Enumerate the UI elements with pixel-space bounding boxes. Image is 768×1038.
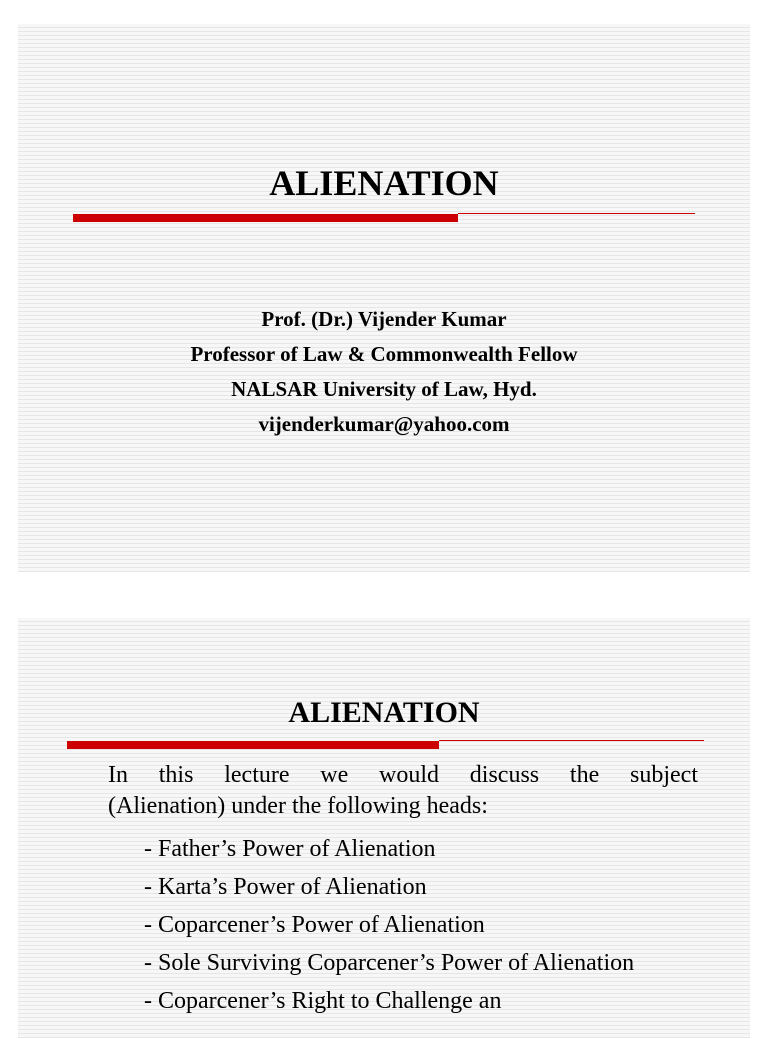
author-institution: NALSAR University of Law, Hyd. [231,377,537,401]
heads-list [144,830,634,1020]
list-item: - Sole Surviving Coparcener’s Power of Alienation [144,950,635,976]
intro-word: the [569,762,600,788]
intro-line-1 [108,760,698,791]
slide-title: ALIENATION [269,163,499,203]
intro-line-2: (Alienation) under the following heads: [108,793,488,819]
intro-paragraph [108,760,698,822]
title-slide [18,24,750,572]
author-position: Professor of Law & Commonwealth Fellow [190,342,578,366]
title-underline-thick [73,214,458,222]
title-underline-thin [439,740,704,741]
author-name: Prof. (Dr.) Vijender Kumar [261,307,507,331]
intro-word: discuss [469,762,540,788]
title-underline-thick [67,741,439,749]
slide-title: ALIENATION [288,696,480,729]
list-item: - Coparcener’s Right to Challenge an [144,988,502,1014]
list-item: - Coparcener’s Power of Alienation [144,912,485,938]
intro-word: we [320,762,349,788]
title-underline-thin [458,213,695,214]
intro-word: this [158,762,194,788]
intro-word: In [108,762,128,788]
intro-word: subject [630,762,698,788]
intro-word: lecture [224,762,290,788]
author-email: vijenderkumar@yahoo.com [258,412,510,436]
list-item: - Karta’s Power of Alienation [144,874,427,900]
intro-word: would [379,762,440,788]
content-slide [18,618,750,1038]
list-item: - Father’s Power of Alienation [144,836,436,862]
author-block [18,302,750,442]
